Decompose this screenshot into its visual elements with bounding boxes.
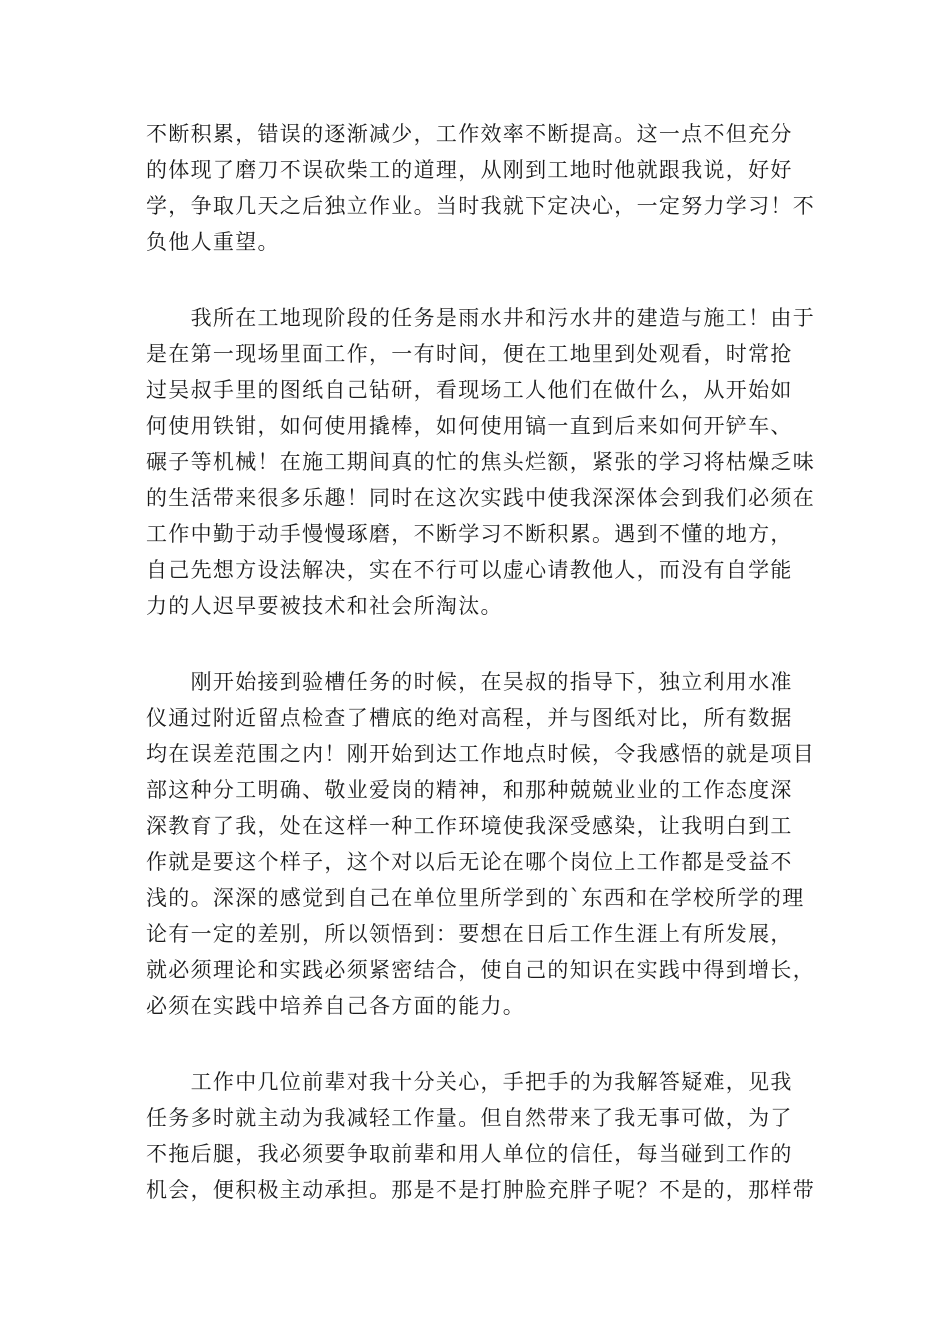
text-line: 刚开始接到验槽任务的时候，在吴叔的指导下，独立利用水准 (146, 670, 793, 694)
text-line: 就必须理论和实践必须紧密结合，使自己的知识在实践中得到增长， (146, 958, 815, 982)
paragraph-2 (146, 300, 821, 624)
text-line: 论有一定的差别，所以领悟到：要想在日后工作生涯上有所发展， (146, 922, 793, 946)
text-line: 过吴叔手里的图纸自己钻研，看现场工人他们在做什么，从开始如 (146, 378, 793, 402)
text-line: 任务多时就主动为我减轻工作量。但自然带来了我无事可做，为了 (146, 1106, 793, 1130)
text-line: 机会，便积极主动承担。那是不是打肿脸充胖子呢？不是的，那样带 (146, 1178, 815, 1202)
paragraph-gap (146, 624, 821, 664)
text-line: 作就是要这个样子，这个对以后无论在哪个岗位上工作都是受益不 (146, 850, 793, 874)
text-line: 我所在工地现阶段的任务是雨水井和污水井的建造与施工！由于 (146, 306, 815, 330)
text-line: 碾子等机械！在施工期间真的忙的焦头烂额，紧张的学习将枯燥乏味 (146, 450, 815, 474)
paragraph-4 (146, 1064, 821, 1208)
text-line: 的体现了磨刀不误砍柴工的道理，从刚到工地时他就跟我说，好好 (146, 158, 793, 182)
text-line: 是在第一现场里面工作，一有时间，便在工地里到处观看，时常抢 (146, 342, 793, 366)
text-line: 学，争取几天之后独立作业。当时我就下定决心，一定努力学习！不 (146, 194, 815, 218)
text-line: 何使用铁钳，如何使用撬棒，如何使用镐一直到后来如何开铲车、 (146, 414, 793, 438)
text-line: 均在误差范围之内！刚开始到达工作地点时候，令我感悟的就是项目 (146, 742, 815, 766)
text-line: 不拖后腿，我必须要争取前辈和用人单位的信任，每当碰到工作的 (146, 1142, 793, 1166)
text-line: 工作中几位前辈对我十分关心，手把手的为我解答疑难，见我 (146, 1070, 793, 1094)
text-line: 必须在实践中培养自己各方面的能力。 (146, 994, 526, 1018)
text-line: 仪通过附近留点检查了槽底的绝对高程，并与图纸对比，所有数据 (146, 706, 793, 730)
document-body (146, 116, 821, 1208)
text-line: 力的人迟早要被技术和社会所淘汰。 (146, 594, 503, 618)
paragraph-gap (146, 1024, 821, 1064)
text-line: 的生活带来很多乐趣！同时在这次实践中使我深深体会到我们必须在 (146, 486, 815, 510)
text-line: 不断积累，错误的逐渐减少，工作效率不断提高。这一点不但充分 (146, 122, 793, 146)
text-line: 自己先想方设法解决，实在不行可以虚心请教他人，而没有自学能 (146, 558, 793, 582)
paragraph-3 (146, 664, 821, 1024)
text-line: 浅的。深深的感觉到自己在单位里所学到的`东西和在学校所学的理 (146, 886, 805, 910)
paragraph-gap (146, 260, 821, 300)
paragraph-1 (146, 116, 821, 260)
text-line: 部这种分工明确、敬业爱岗的精神，和那种兢兢业业的工作态度深 (146, 778, 793, 802)
text-line: 工作中勤于动手慢慢琢磨，不断学习不断积累。遇到不懂的地方， (146, 522, 793, 546)
text-line: 负他人重望。 (146, 230, 280, 254)
text-line: 深教育了我，处在这样一种工作环境使我深受感染，让我明白到工 (146, 814, 793, 838)
